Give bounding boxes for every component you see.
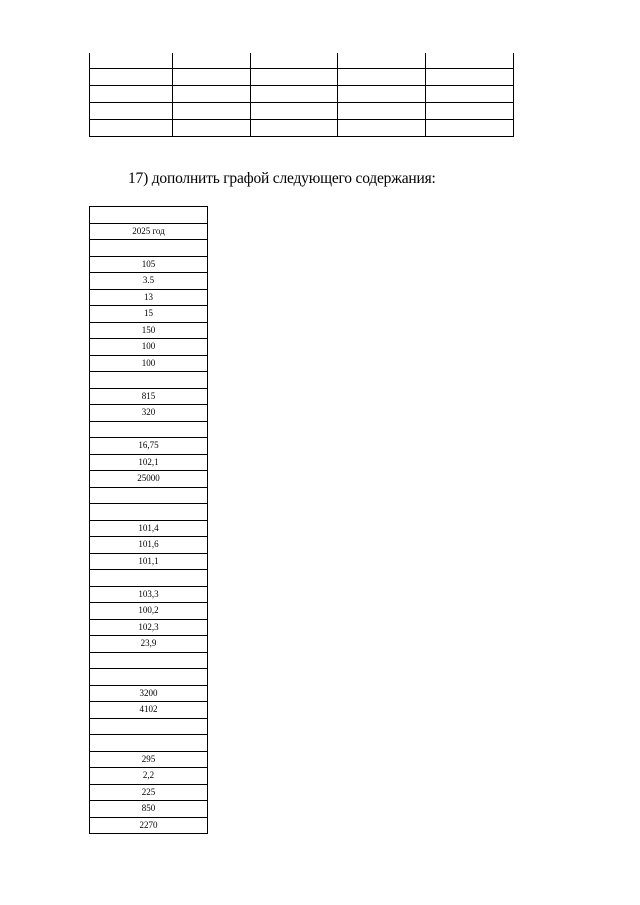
value-cell: 101,4 bbox=[90, 520, 208, 537]
table-row bbox=[90, 619, 208, 636]
value-cell: 295 bbox=[90, 751, 208, 768]
value-cell: 100 bbox=[90, 355, 208, 372]
value-cell bbox=[90, 240, 208, 257]
table-row bbox=[90, 735, 208, 752]
table-row bbox=[90, 421, 208, 438]
value-cell: 105 bbox=[90, 256, 208, 273]
upper-table-cell bbox=[426, 103, 514, 120]
table-row bbox=[90, 256, 208, 273]
table-row bbox=[90, 817, 208, 834]
value-cell: 103,3 bbox=[90, 586, 208, 603]
table-row bbox=[90, 537, 208, 554]
table-row bbox=[90, 801, 208, 818]
value-cell: 16,75 bbox=[90, 438, 208, 455]
upper-table-row bbox=[90, 120, 514, 137]
upper-table-cell bbox=[90, 103, 173, 120]
table-row bbox=[90, 520, 208, 537]
upper-table-cell bbox=[90, 69, 173, 86]
upper-table-cell bbox=[338, 120, 426, 137]
table-row bbox=[90, 355, 208, 372]
value-cell: 23,9 bbox=[90, 636, 208, 653]
value-cell: 101,1 bbox=[90, 553, 208, 570]
table-row bbox=[90, 487, 208, 504]
value-cell: 101,6 bbox=[90, 537, 208, 554]
value-cell: 4102 bbox=[90, 702, 208, 719]
table-row bbox=[90, 570, 208, 587]
table-row bbox=[90, 438, 208, 455]
value-cell: 3200 bbox=[90, 685, 208, 702]
table-row bbox=[90, 322, 208, 339]
upper-table-cell bbox=[426, 53, 514, 69]
upper-table-cell bbox=[173, 103, 251, 120]
value-cell: 100,2 bbox=[90, 603, 208, 620]
value-cell bbox=[90, 669, 208, 686]
value-cell bbox=[90, 718, 208, 735]
table-row bbox=[90, 702, 208, 719]
value-cell: 2,2 bbox=[90, 768, 208, 785]
value-cell: 320 bbox=[90, 405, 208, 422]
year-2025-column-table bbox=[89, 206, 208, 834]
value-cell: 3.5 bbox=[90, 273, 208, 290]
table-row bbox=[90, 454, 208, 471]
upper-table-cell bbox=[173, 69, 251, 86]
upper-table-cell bbox=[173, 120, 251, 137]
upper-table-cell bbox=[251, 103, 338, 120]
table-row bbox=[90, 339, 208, 356]
table-row bbox=[90, 207, 208, 224]
table-row bbox=[90, 718, 208, 735]
value-cell bbox=[90, 487, 208, 504]
table-row bbox=[90, 372, 208, 389]
column-header-cell: 2025 год bbox=[90, 223, 208, 240]
upper-table-cell bbox=[90, 53, 173, 69]
upper-table-cell bbox=[426, 120, 514, 137]
table-row bbox=[90, 471, 208, 488]
value-cell bbox=[90, 570, 208, 587]
value-cell bbox=[90, 421, 208, 438]
table-row bbox=[90, 784, 208, 801]
upper-table-cell bbox=[251, 69, 338, 86]
upper-table-cell bbox=[90, 86, 173, 103]
table-row bbox=[90, 388, 208, 405]
upper-table-cell bbox=[173, 53, 251, 69]
table-row bbox=[90, 240, 208, 257]
table-row bbox=[90, 504, 208, 521]
table-row bbox=[90, 586, 208, 603]
upper-table-row bbox=[90, 69, 514, 86]
upper-table-cell bbox=[338, 53, 426, 69]
upper-table-cell bbox=[90, 120, 173, 137]
upper-table-cell bbox=[338, 86, 426, 103]
upper-table-cell bbox=[173, 86, 251, 103]
table-row bbox=[90, 685, 208, 702]
value-cell bbox=[90, 372, 208, 389]
upper-table-cell bbox=[251, 120, 338, 137]
value-cell: 13 bbox=[90, 289, 208, 306]
table-row bbox=[90, 273, 208, 290]
upper-table-row bbox=[90, 86, 514, 103]
table-row bbox=[90, 306, 208, 323]
table-row bbox=[90, 553, 208, 570]
value-cell: 25000 bbox=[90, 471, 208, 488]
upper-table-row bbox=[90, 103, 514, 120]
table-row bbox=[90, 636, 208, 653]
upper-table-cell bbox=[426, 86, 514, 103]
upper-table-cell bbox=[251, 86, 338, 103]
value-cell: 102,1 bbox=[90, 454, 208, 471]
table-row bbox=[90, 223, 208, 240]
value-cell bbox=[90, 735, 208, 752]
upper-table-cell bbox=[251, 53, 338, 69]
table-row bbox=[90, 652, 208, 669]
value-cell: 2270 bbox=[90, 817, 208, 834]
value-cell: 100 bbox=[90, 339, 208, 356]
value-cell: 102,3 bbox=[90, 619, 208, 636]
upper-table bbox=[89, 53, 514, 137]
value-cell bbox=[90, 652, 208, 669]
table-row bbox=[90, 603, 208, 620]
upper-table-cell bbox=[338, 69, 426, 86]
section-heading: 17) дополнить графой следующего содержания: bbox=[128, 170, 436, 187]
table-row bbox=[90, 751, 208, 768]
value-cell: 150 bbox=[90, 322, 208, 339]
value-cell bbox=[90, 504, 208, 521]
table-row bbox=[90, 768, 208, 785]
value-cell: 225 bbox=[90, 784, 208, 801]
table-row bbox=[90, 405, 208, 422]
upper-table-cell bbox=[426, 69, 514, 86]
value-cell bbox=[90, 207, 208, 224]
value-cell: 815 bbox=[90, 388, 208, 405]
table-row bbox=[90, 289, 208, 306]
upper-table-cell bbox=[338, 103, 426, 120]
table-row bbox=[90, 669, 208, 686]
value-cell: 15 bbox=[90, 306, 208, 323]
upper-table-row bbox=[90, 53, 514, 69]
value-cell: 850 bbox=[90, 801, 208, 818]
